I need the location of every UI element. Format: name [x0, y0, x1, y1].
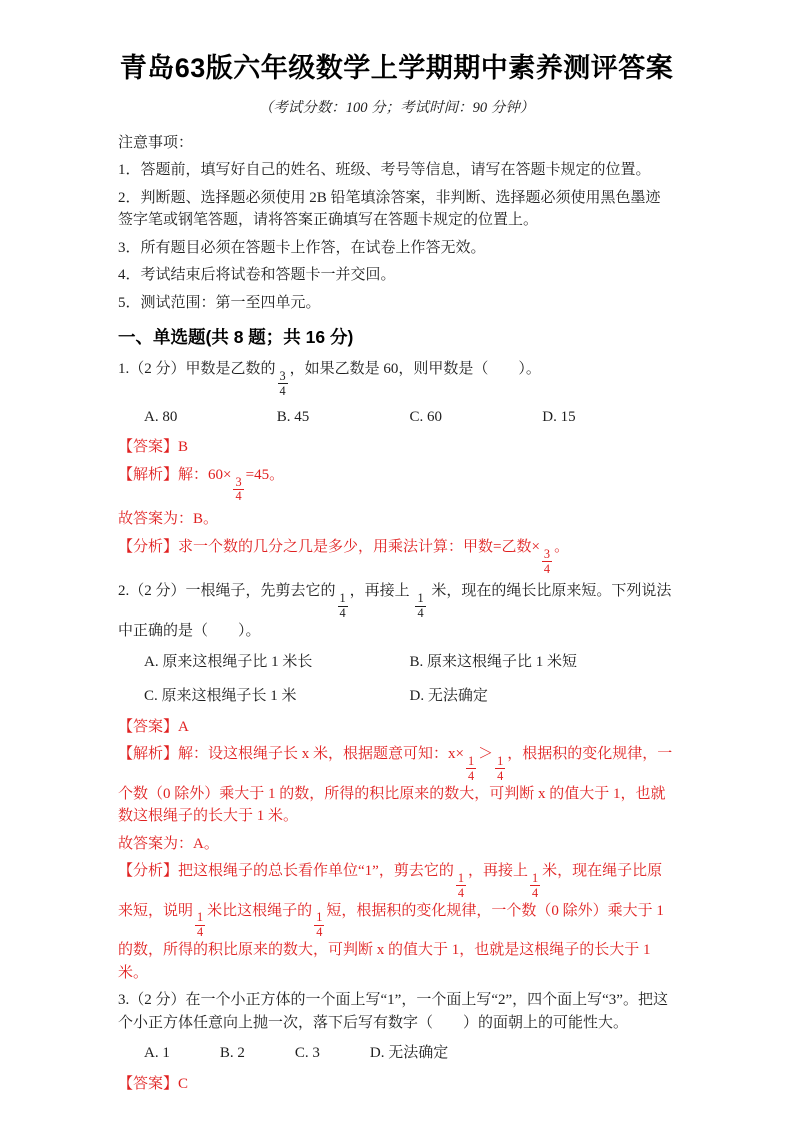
conclusion-1: 故答案为：B。	[118, 511, 219, 528]
fraction: $\frac{3}{4}$	[543, 546, 551, 576]
answer-3: 【答案】C	[118, 1075, 189, 1092]
exam-info-subtitle: （考试分数：100 分；考试时间：90 分钟）	[258, 99, 535, 116]
question-1-options-item: B. 45	[276, 408, 310, 425]
analysis-1: 【分析】求一个数的几分之几是多少，用乘法计算：甲数=乙数× $\frac{3}{4}$ 。	[118, 538, 570, 576]
fraction: $\frac{1}{4}$	[467, 753, 475, 783]
question-2: 2.（2 分）一根绳子，先剪去它的 $\frac{1}{4}$ ，再接上 $\frac{1}{4}$ 米，现在的绳长比原来短。下列说法中正确的是（ ）。	[118, 583, 672, 639]
document-title: 青岛63版六年级数学上学期期中素养测评答案	[119, 53, 674, 83]
section-heading-single-choice: 一、单选题(共 8 题；共 16 分)	[118, 327, 354, 347]
notice-item-1: 1．答题前，填写好自己的姓名、班级、考号等信息，请写在答题卡规定的位置。	[118, 162, 651, 178]
fraction: $\frac{1}{4}$	[497, 753, 504, 783]
fraction: $\frac{1}{4}$	[339, 591, 346, 621]
question-3-options	[144, 1042, 675, 1065]
fraction: $\frac{1}{4}$	[197, 910, 204, 940]
conclusion-2: 故答案为：A。	[118, 835, 219, 852]
question-1-options-item: D. 15	[542, 408, 576, 425]
question-2-options-item: C. 原来这根绳子长 1 米	[144, 688, 297, 704]
fraction: $\frac{3}{4}$	[235, 474, 242, 504]
doc-body	[118, 132, 675, 1096]
question-3-options-item: B. 2	[219, 1045, 245, 1062]
notice-item-5: 5．测试范围：第一至四单元。	[118, 294, 321, 311]
analysis-2: 【分析】把这根绳子的总长看作单位“1”，剪去它的 $\frac{1}{4}$ ，再接上 $\frac{1}{4}$ 米，现在绳子比原来短，说明 $\frac{1}{4}$ 米比这根绳子的 $\frac{1}{4}$ 短，根据积的变化规律，一个数（0 除外）乘大于 1 的数，所得的积比原来的数大，可判断 x 的值大于 1，也就是这根绳子的长大于 1 米。	[118, 863, 664, 981]
question-2-options-item: A. 原来这根绳子比 1 米长	[144, 653, 313, 670]
answer-2: 【答案】A	[118, 718, 189, 735]
question-3-options-item: C. 3	[294, 1045, 320, 1062]
explanation-1: 【解析】解：60× $\frac{3}{4}$ =45。	[118, 466, 285, 504]
question-1: 1.（2 分）甲数是乙数的 $\frac{3}{4}$ ，如果乙数是 60，则甲数是（ ）。	[118, 361, 541, 398]
notice-item-4: 4．考试结束后将试卷和答题卡一并交回。	[118, 267, 396, 283]
question-2-options-item: D. 无法确定	[409, 688, 488, 704]
notice-item-2: 2．判断题、选择题必须使用 2B 铅笔填涂答案，非判断、选择题必须使用黑色墨迹签字笔或钢笔答题，请将答案正确填写在答题卡规定的位置上。	[118, 189, 661, 228]
explanation-2: 【解析】解：设这根绳子长 x 米，根据题意可知：x× $\frac{1}{4}$ ＞ $\frac{1}{4}$ ，根据积的变化规律，一个数（0 除外）乘大于 1 的数，所得的积比原来的数大，可判断 x 的值大于 1，也就数这根绳子的长大于 1 米。	[118, 746, 673, 825]
fraction: $\frac{1}{4}$	[532, 870, 539, 900]
fraction: $\frac{3}{4}$	[279, 369, 286, 398]
question-3: 3.（2 分）在一个小正方体的一个面上写“1”，一个面上写“2”，四个面上写“3”。把这个小正方体任意向上抛一次，落下后写有数字（ ）的面朝上的可能性大。	[118, 992, 668, 1031]
question-3-options-item: D. 无法确定	[369, 1045, 449, 1062]
question-1-options-item: C. 60	[409, 408, 443, 425]
fraction: $\frac{1}{4}$	[417, 591, 424, 621]
question-2-options-item: B. 原来这根绳子比 1 米短	[409, 653, 578, 670]
question-1-options	[144, 406, 675, 429]
question-3-options-item: A. 1	[144, 1045, 170, 1062]
question-2-options	[144, 651, 675, 708]
notice-title: 注意事项：	[118, 134, 194, 151]
notice-item-3: 3．所有题目必须在答题卡上作答，在试卷上作答无效。	[118, 239, 486, 256]
fraction: $\frac{1}{4}$	[457, 870, 464, 900]
answer-1: 【答案】B	[118, 439, 189, 456]
question-1-options-item: A. 80	[144, 408, 178, 425]
fraction: $\frac{1}{4}$	[316, 910, 323, 940]
